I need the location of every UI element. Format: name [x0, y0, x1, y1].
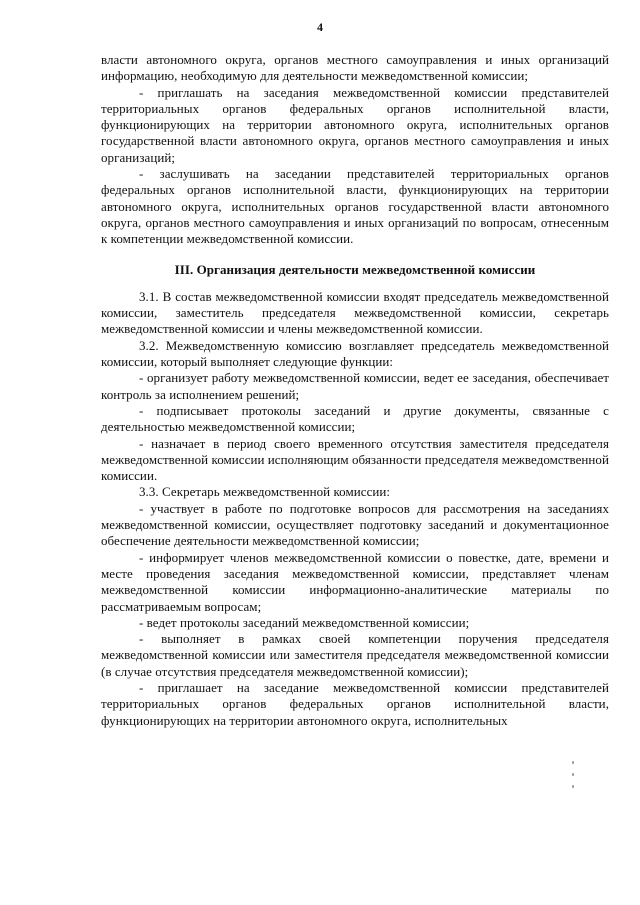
paragraph-2: - приглашать на заседания межведомственной комиссии представителей территориальных органов федеральных органов исполнительной власти, функционирующих на территории автономного округа, исполнительных органов государственной власти автономного округа, органов местного самоуправления и иных организаций; [101, 84, 609, 165]
paragraph-4: 3.1. В состав межведомственной комиссии входят председатель межведомственной комиссии, заместитель председателя межведомственной комиссии, секретарь межведомственной комиссии и члены межведомственной комиссии. [101, 288, 609, 337]
paragraph-13: - выполняет в рамках своей компетенции поручения председателя межведомственной комиссии или заместителя председателя межведомственной комиссии (в случае отсутствия председателя межведомственной комиссии); [101, 631, 609, 679]
scan-speck [572, 785, 574, 788]
document-body [101, 52, 609, 729]
paragraph-6: - организует работу межведомственной комиссии, ведет ее заседания, обеспечивает контроль за исполнением решений; [101, 370, 609, 402]
scan-speck [572, 773, 574, 776]
paragraph-3: - заслушивать на заседании представителей территориальных органов федеральных органов исполнительной власти, функционирующих на территории автономного округа, исполнительных органов государственной власти автономного округа, органов местного самоуправления и иных организаций по вопросам, отнесенным к компетенции межведомственной комиссии. [101, 166, 609, 247]
section-heading: III. Организация деятельности межведомственной комиссии [174, 261, 536, 277]
paragraph-12: - ведет протоколы заседаний межведомственной комиссии; [139, 614, 470, 630]
paragraph-8: - назначает в период своего временного отсутствия заместителя председателя межведомственной комиссии исполняющим обязанности председателя межведомственной комиссии. [101, 435, 609, 484]
paragraph-10: - участвует в работе по подготовке вопросов для рассмотрения на заседаниях межведомственной комиссии, осуществляет подготовку заседаний и документационное обеспечение деятельности межведомственной комиссии; [101, 500, 609, 549]
paragraph-14: - приглашает на заседание межведомственной комиссии представителей территориальных органов федеральных органов исполнительной власти, функционирующих на территории автономного округа, исполнительных [101, 679, 609, 728]
scan-speck [572, 761, 574, 764]
paragraph-5: 3.2. Межведомственную комиссию возглавляет председатель межведомственной комиссии, который выполняет следующие функции: [101, 337, 609, 370]
paragraph-7: - подписывает протоколы заседаний и другие документы, связанные с деятельностью межведомственной комиссии; [101, 402, 609, 435]
page-number: 4 [317, 20, 323, 34]
paragraph-11: - информирует членов межведомственной комиссии о повестке, дате, времени и месте проведения заседания межведомственной комиссии, представляет членам межведомственной комиссии информационно-аналитические материалы по рассматриваемым вопросам; [101, 549, 609, 614]
paragraph-1: власти автономного округа, органов местного самоуправления и иных организаций информацию, необходимую для деятельности межведомственной комиссии; [101, 52, 609, 84]
paragraph-9: 3.3. Секретарь межведомственной комиссии: [139, 484, 391, 500]
